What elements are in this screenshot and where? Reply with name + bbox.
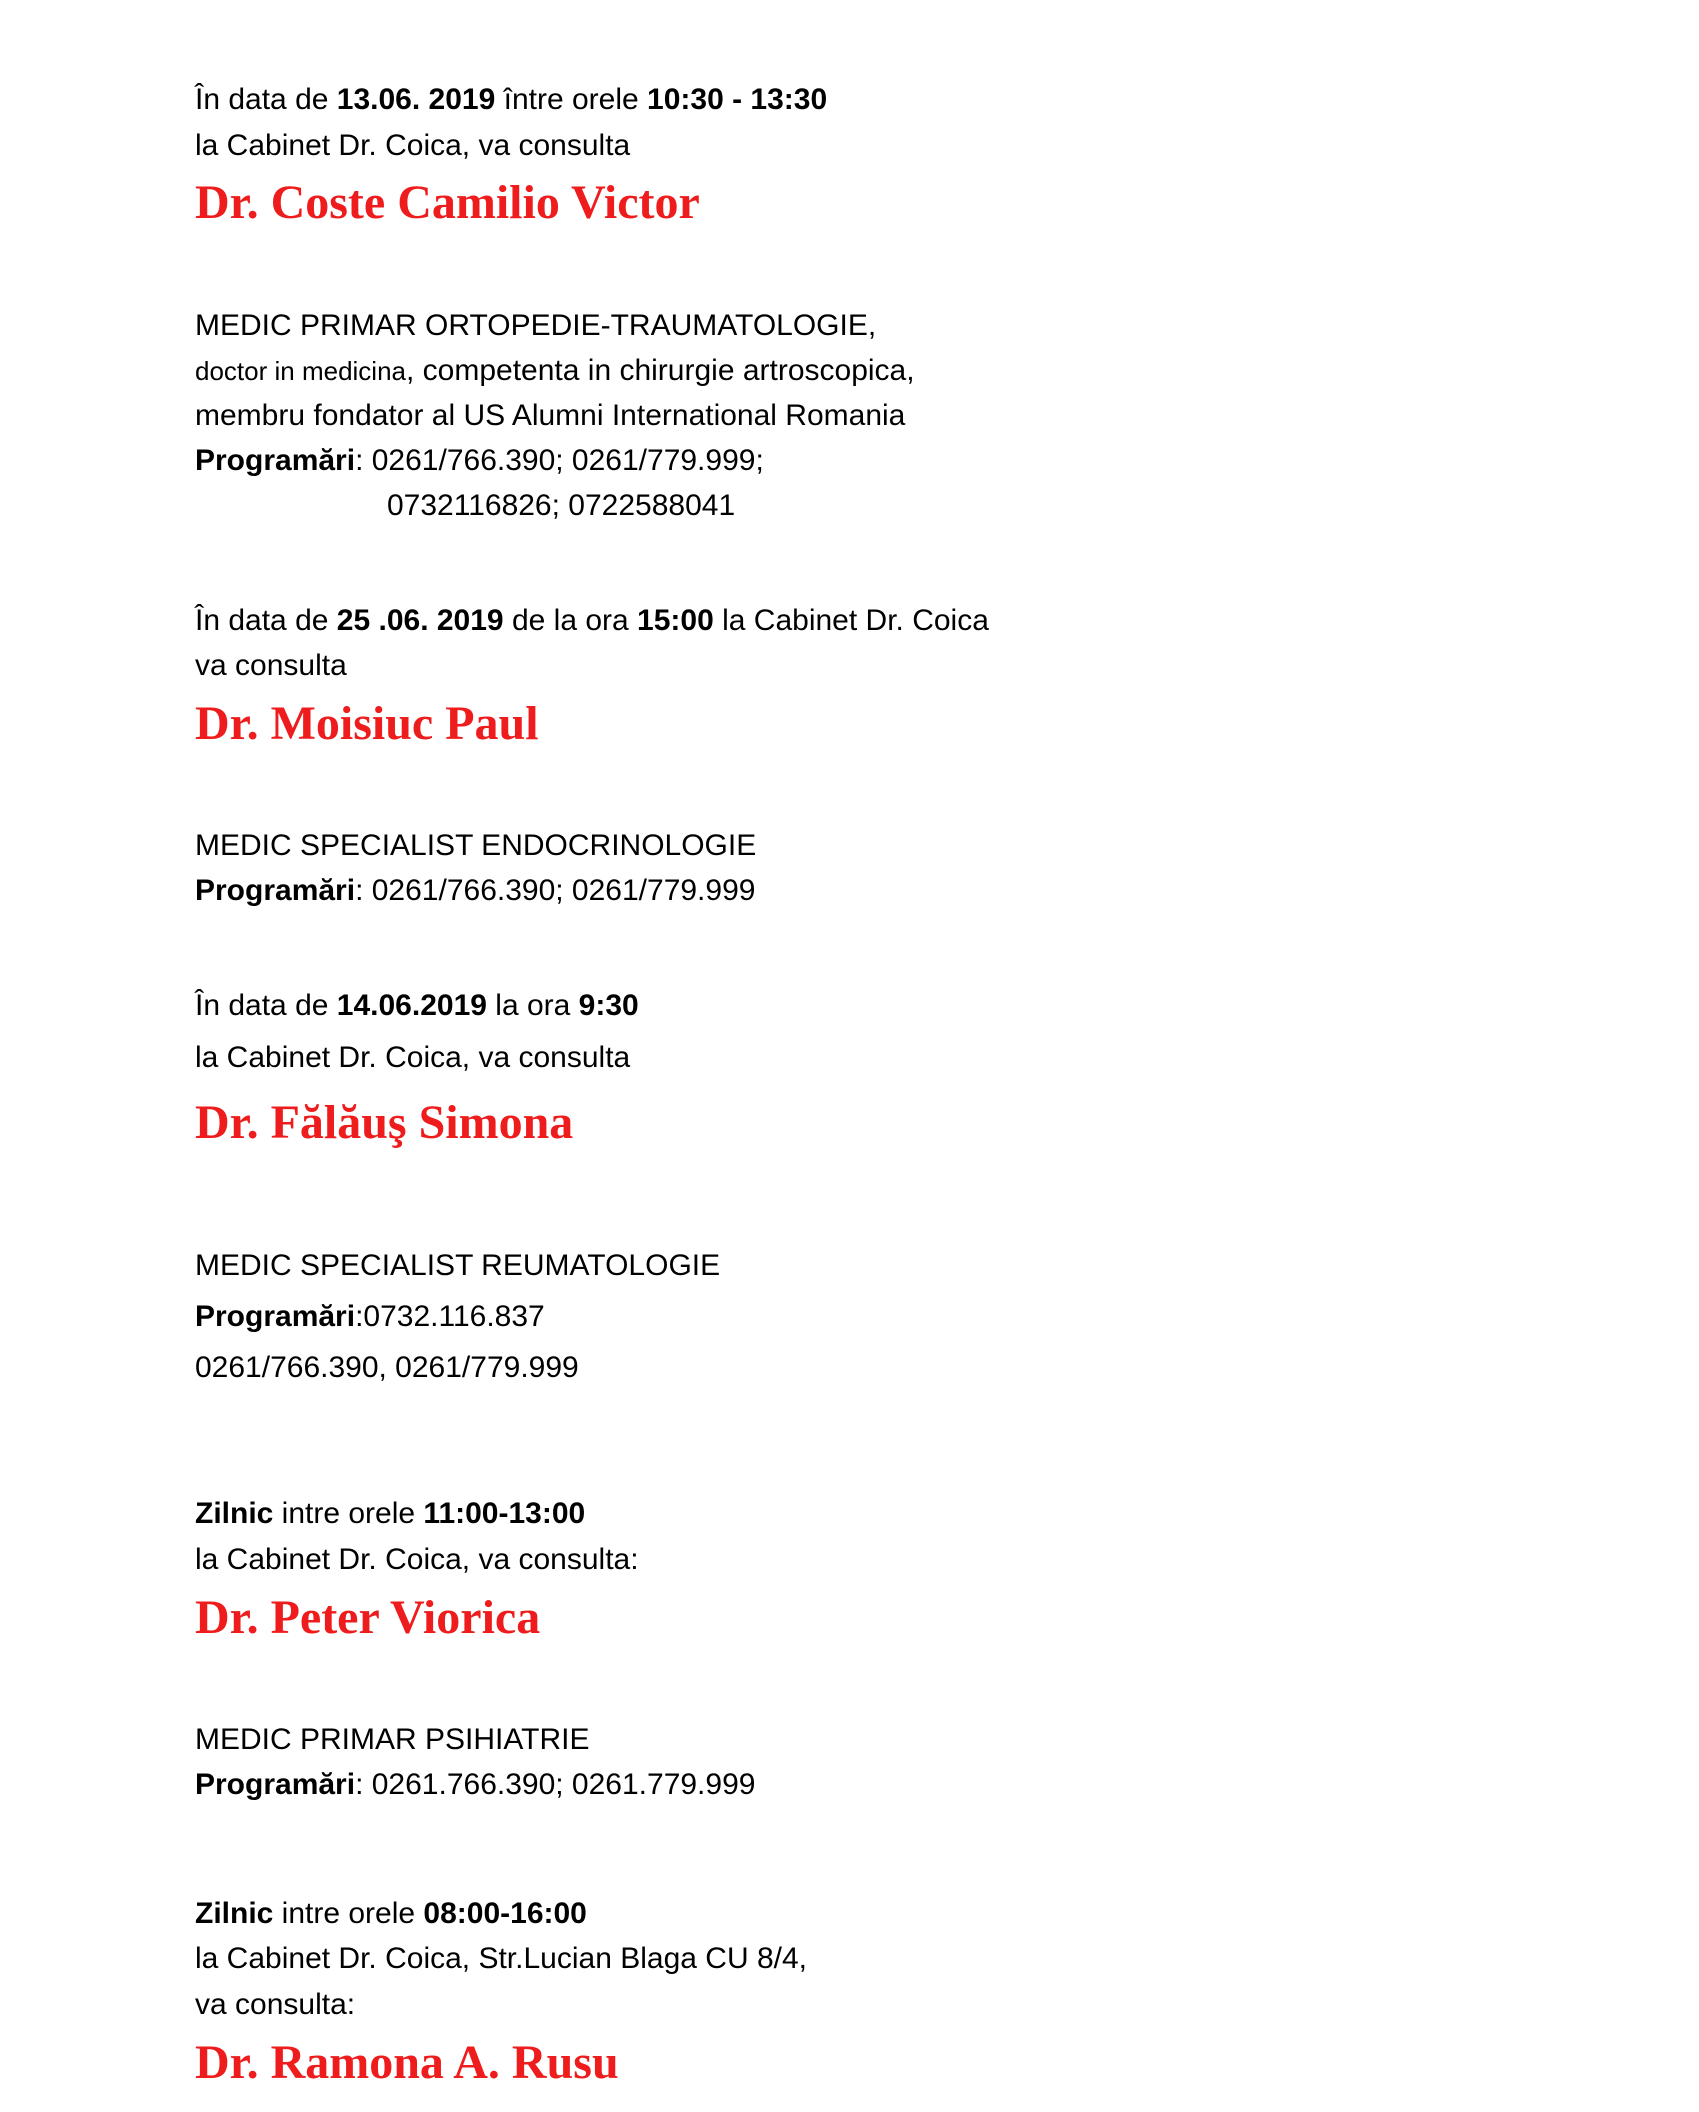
block-1-detail-2: membru fondator al US Alumni International Romania	[195, 399, 906, 432]
block-4-doctor-name: Dr. Peter Viorica	[195, 1591, 541, 1644]
detail-small: doctor in medicina	[195, 356, 406, 386]
block-2-specialty: MEDIC SPECIALIST ENDOCRINOLOGIE	[195, 829, 757, 862]
time-prefix: între orele	[495, 83, 648, 116]
date: 14.06.2019	[336, 989, 487, 1022]
appointments-phones: :0732.116.837	[355, 1300, 545, 1333]
time: 15:00	[637, 604, 714, 637]
time: 11:00-13:00	[423, 1497, 586, 1530]
block-2-schedule	[195, 601, 989, 641]
date: 25 .06. 2019	[336, 604, 504, 637]
block-2-appointments	[195, 871, 755, 911]
date: 13.06. 2019	[336, 83, 496, 116]
time-prefix: de la ora	[503, 604, 638, 637]
block-3-appointments-2: 0261/766.390, 0261/779.999	[195, 1351, 579, 1384]
block-1-appointments	[195, 441, 764, 481]
appointments-label: Programări	[195, 1300, 356, 1333]
date-prefix: În data de	[195, 989, 337, 1022]
time: 9:30	[578, 989, 639, 1022]
appointments-phones: : 0261/766.390; 0261/779.999	[355, 874, 756, 907]
block-1-appointments-2: 0732116826; 0722588041	[387, 489, 736, 522]
block-3-specialty: MEDIC SPECIALIST REUMATOLOGIE	[195, 1249, 721, 1282]
block-4-schedule	[195, 1494, 585, 1534]
time: 08:00-16:00	[423, 1897, 587, 1930]
block-5-location: la Cabinet Dr. Coica, Str.Lucian Blaga CU 8/4,	[195, 1942, 807, 1975]
block-3-location: la Cabinet Dr. Coica, va consulta	[195, 1041, 631, 1074]
block-1-schedule	[195, 80, 827, 120]
block-1-doctor-name: Dr. Coste Camilio Victor	[195, 176, 700, 229]
block-2-location: va consulta	[195, 649, 347, 682]
time-prefix: intre orele	[273, 1897, 424, 1930]
time: 10:30 - 13:30	[647, 83, 828, 116]
appointments-phones: : 0261.766.390; 0261.779.999	[355, 1768, 756, 1801]
appointments-label: Programări	[195, 1768, 356, 1801]
block-4-specialty: MEDIC PRIMAR PSIHIATRIE	[195, 1723, 590, 1756]
block-4-location: la Cabinet Dr. Coica, va consulta:	[195, 1543, 639, 1576]
block-3-appointments	[195, 1297, 545, 1337]
block-1-specialty: MEDIC PRIMAR ORTOPEDIE-TRAUMATOLOGIE,	[195, 309, 877, 342]
block-3-doctor-name: Dr. Fălăuş Simona	[195, 1096, 574, 1149]
appointments-phones: : 0261/766.390; 0261/779.999;	[355, 444, 764, 477]
block-5-doctor-name: Dr. Ramona A. Rusu	[195, 2036, 619, 2089]
block-4-appointments	[195, 1765, 755, 1805]
schedule-label: Zilnic	[195, 1897, 274, 1930]
block-5-location-2: va consulta:	[195, 1988, 356, 2021]
block-2-doctor-name: Dr. Moisiuc Paul	[195, 697, 539, 750]
block-1-location: la Cabinet Dr. Coica, va consulta	[195, 129, 631, 162]
date-prefix: În data de	[195, 604, 337, 637]
time-prefix: la ora	[486, 989, 579, 1022]
date-prefix: În data de	[195, 83, 337, 116]
appointments-label: Programări	[195, 874, 356, 907]
block-3-schedule	[195, 986, 639, 1026]
time-prefix: intre orele	[273, 1497, 424, 1530]
location-inline: la Cabinet Dr. Coica	[713, 604, 989, 637]
detail-rest: , competenta in chirurgie artroscopica,	[406, 354, 915, 387]
schedule-label: Zilnic	[195, 1497, 274, 1530]
appointments-label: Programări	[195, 444, 356, 477]
block-1-detail	[195, 351, 915, 391]
block-5-schedule	[195, 1894, 587, 1934]
